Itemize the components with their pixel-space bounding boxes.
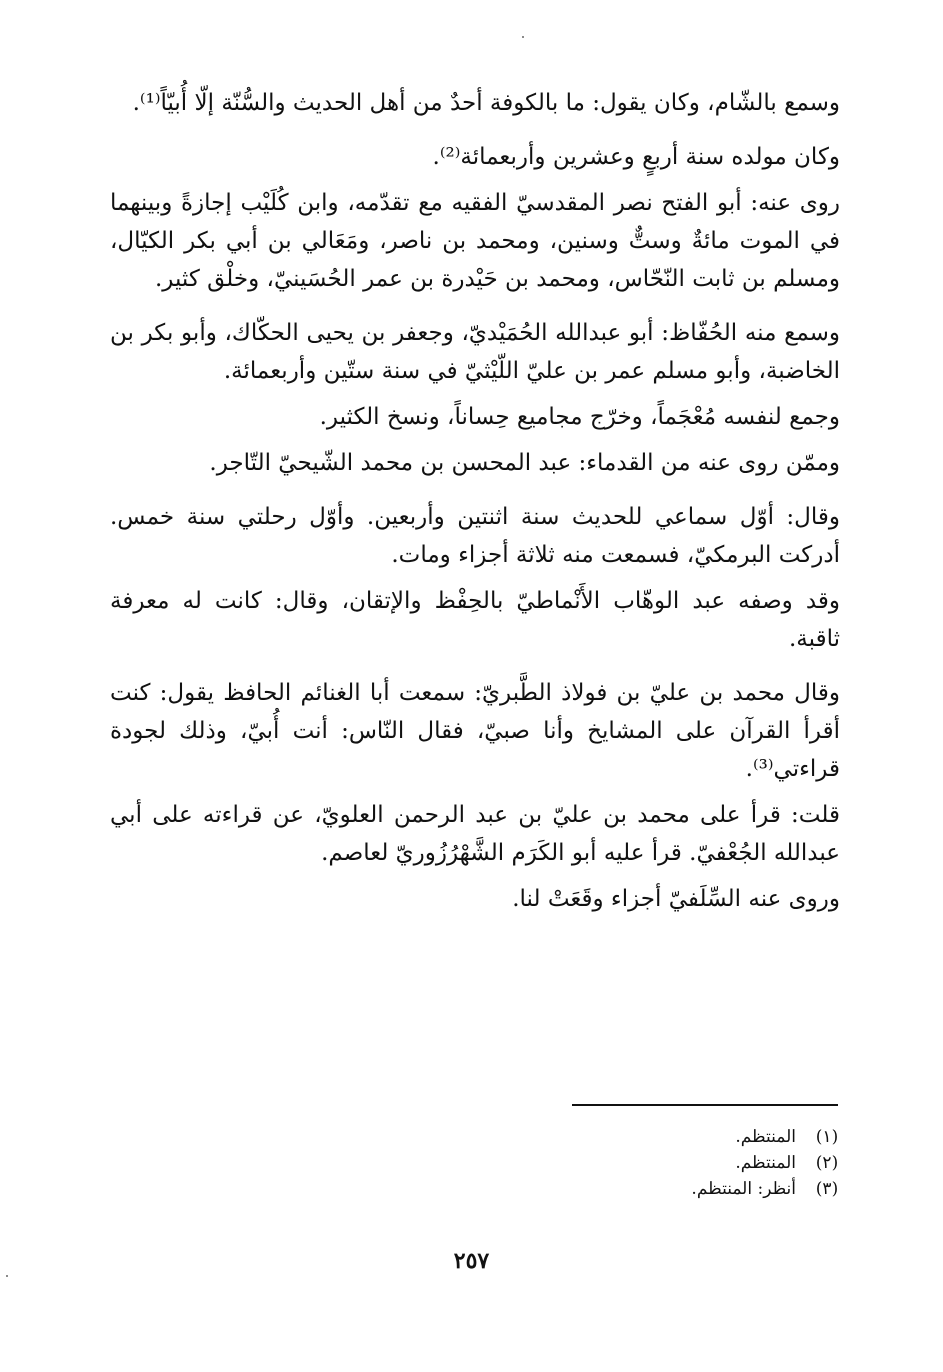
scan-speck (522, 36, 524, 38)
footnote-text: أنظر: المنتظم. (691, 1179, 796, 1199)
page-body (110, 84, 840, 918)
footnotes (560, 1124, 840, 1202)
footnote-2 (560, 1150, 840, 1176)
footnote-text: المنتظم. (735, 1127, 796, 1147)
scan-speck (6, 1275, 8, 1277)
paragraph-6: وممّن روى عنه من القدماء: عبد المحسن بن محمد الشّيحيّ التّاجر. (209, 450, 840, 476)
page-number: ٢٥٧ (453, 1248, 490, 1274)
paragraph-11: وروى عنه السِّلَفيّ أجزاء وقَعَتْ لنا. (512, 886, 840, 912)
paragraph-8: وقد وصفه عبد الوهّاب الأَنْماطيّ بالحِفْظ والإتقان، وقال: كانت له معرفة ثاقبة. (110, 588, 840, 652)
footnote-number: (٢) (815, 1153, 839, 1173)
paragraph-10: قلت: قرأ على محمد بن عليّ بن عبد الرحمن العلويّ، عن قراءته على أبي عبدالله الجُعْفيّ. قرأ عليه أبو الكَرَم الشَّهْرُزُوريّ لعاصم. (110, 802, 840, 866)
footnote-divider (572, 1104, 838, 1106)
footnote-number: (١) (815, 1127, 839, 1147)
footnote-number: (٣) (815, 1179, 839, 1199)
paragraph-4: وسمع منه الحُفّاظ: أبو عبدالله الحُمَيْديّ، وجعفر بن يحيى الحكّاك، وأبو بكر بن الخاضبة، وأبو مسلم عمر بن عليّ اللّيْثيّ في سنة ستّين وأربعمائة. (110, 320, 840, 384)
footnote-text: المنتظم. (735, 1153, 796, 1173)
paragraph-9: وقال محمد بن عليّ بن فولاذ الطَّبريّ: سمعت أبا الغنائم الحافظ يقول: كنت أقرأ القرآن على المشايخ وأنا صبيّ، فقال النّاس: أنت أُبيّ، وذلك لجودة قراءتي⁽³⁾. (110, 680, 840, 782)
paragraph-3: روى عنه: أبو الفتح نصر المقدسيّ الفقيه مع تقدّمه، وابن كُلَيْب إجازةً وبينهما في الموت مائةٌ وستٌّ وسنين، ومحمد بن ناصر، ومَعَالي بن أبي بكر الكيّال، ومسلم بن ثابت النّحّاس، ومحمد بن حَيْدرة بن عمر الحُسَينيّ، وخلْق كثير. (110, 190, 840, 292)
footnote-1 (560, 1124, 840, 1150)
paragraph-2: وكان مولده سنة أربعٍ وعشرين وأربعمائة⁽²⁾. (432, 144, 840, 170)
paragraph-5: وجمع لنفسه مُعْجَماً، وخرّج مجاميع حِساناً، ونسخ الكثير. (319, 404, 840, 430)
footnote-3 (560, 1176, 840, 1202)
paragraph-7: وقال: أوّل سماعي للحديث سنة اثنتين وأربعين. وأوّل رحلتي سنة خمس. أدركت البرمكيّ، فسمعت منه ثلاثة أجزاء ومات. (110, 504, 840, 568)
paragraph-1: وسمع بالشّام، وكان يقول: ما بالكوفة أحدٌ من أهل الحديث والسُّنّة إلّا أُبيّاً⁽¹⁾. (132, 90, 840, 116)
